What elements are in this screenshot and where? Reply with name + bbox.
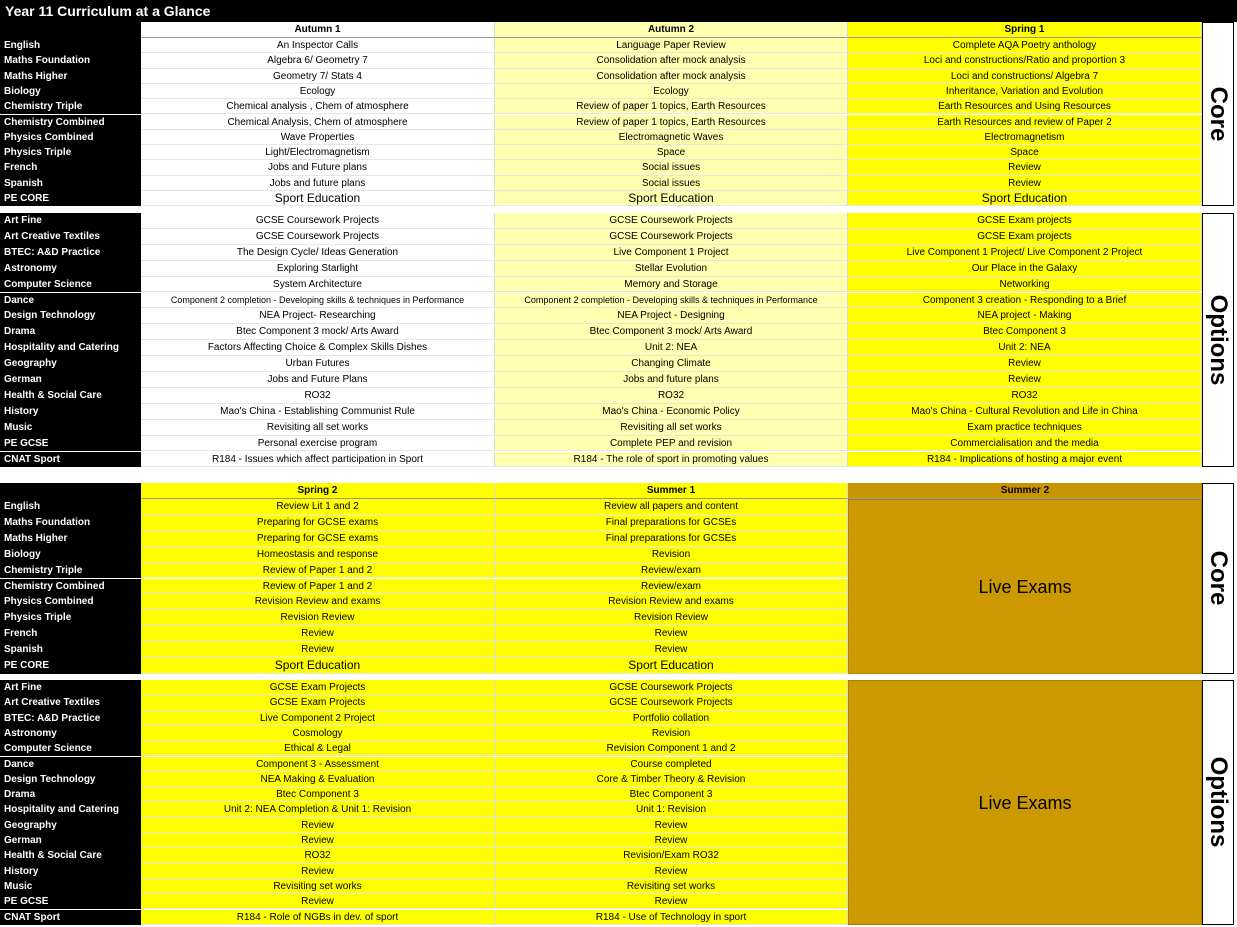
table-cell: Live Component 2 Project (141, 711, 495, 726)
subject-label: Hospitality and Catering (0, 340, 141, 356)
table-cell: Homeostasis and response (141, 547, 495, 563)
table-cell: RO32 (141, 388, 495, 404)
table-cell: GCSE Coursework Projects (495, 229, 848, 245)
subject-label: Geography (0, 356, 141, 372)
table-cell: Revision Component 1 and 2 (495, 741, 848, 756)
options-side-box (1202, 213, 1234, 467)
subject-label: French (0, 160, 141, 175)
subject-label: Spanish (0, 176, 141, 191)
table-cell: Complete AQA Poetry anthology (848, 38, 1202, 53)
table-cell: Complete PEP and revision (495, 436, 848, 452)
table-cell: Commercialisation and the media (848, 436, 1202, 452)
table-cell: Preparing for GCSE exams (141, 531, 495, 547)
table-cell: Sport Education (495, 658, 848, 674)
table-cell: Review/exam (495, 579, 848, 595)
subject-label: PE GCSE (0, 894, 141, 909)
table-cell: GCSE Coursework Projects (495, 213, 848, 229)
column-header: Autumn 2 (495, 22, 848, 38)
table-cell: Cosmology (141, 726, 495, 741)
table-cell: Consolidation after mock analysis (495, 53, 848, 68)
table-cell: Mao's China - Cultural Revolution and Life in China (848, 404, 1202, 420)
table-cell: Live Component 1 Project/ Live Component 2 Project (848, 245, 1202, 261)
table-cell: Component 3 - Assessment (141, 757, 495, 772)
table-cell: Component 3 creation - Responding to a Brief (848, 293, 1202, 309)
table-cell: An Inspector Calls (141, 38, 495, 53)
table-cell: Sport Education (141, 658, 495, 674)
column-header: Spring 2 (141, 483, 495, 499)
table-cell: Personal exercise program (141, 436, 495, 452)
table-cell: RO32 (141, 848, 495, 863)
table-cell: Revision Review and exams (141, 594, 495, 610)
table-cell: Jobs and future plans (495, 372, 848, 388)
table-cell: Core & Timber Theory & Revision (495, 772, 848, 787)
live-exams-block: Live Exams (848, 680, 1202, 925)
subject-label: Dance (0, 757, 141, 772)
subject-label: Maths Higher (0, 531, 141, 547)
table-cell: Revisiting all set works (495, 420, 848, 436)
column-header: Spring 1 (848, 22, 1202, 38)
table-cell: Jobs and Future Plans (141, 372, 495, 388)
table-cell: Revision (495, 726, 848, 741)
core-side-box (1202, 483, 1234, 674)
subject-label: Dance (0, 293, 141, 309)
header-spacer (0, 22, 141, 38)
table-cell: Revisiting set works (141, 879, 495, 894)
table-cell: Review (495, 818, 848, 833)
table-cell: Component 2 completion - Developing skills & techniques in Performance (141, 293, 495, 309)
table-cell: R184 - Role of NGBs in dev. of sport (141, 910, 495, 925)
table-cell: Review (141, 626, 495, 642)
table-cell: Wave Properties (141, 130, 495, 145)
table-cell: Chemical Analysis, Chem of atmosphere (141, 115, 495, 130)
table-cell: Social issues (495, 160, 848, 175)
subject-label: German (0, 833, 141, 848)
table-cell: Algebra 6/ Geometry 7 (141, 53, 495, 68)
table-cell: NEA Project - Designing (495, 308, 848, 324)
table-cell: Btec Component 3 (495, 787, 848, 802)
table-cell: Sport Education (141, 191, 495, 206)
subject-label: Geography (0, 818, 141, 833)
table-cell: GCSE Coursework Projects (495, 695, 848, 710)
subject-label: Chemistry Combined (0, 579, 141, 595)
subject-label: Art Creative Textiles (0, 229, 141, 245)
table-cell: Our Place in the Galaxy (848, 261, 1202, 277)
table-cell: Stellar Evolution (495, 261, 848, 277)
table-cell: Review (848, 176, 1202, 191)
table-cell: RO32 (495, 388, 848, 404)
subject-label: Health & Social Care (0, 848, 141, 863)
subject-label: Physics Combined (0, 130, 141, 145)
table-cell: Revisiting set works (495, 879, 848, 894)
table-cell: Ethical & Legal (141, 741, 495, 756)
subject-label: Chemistry Triple (0, 99, 141, 114)
subject-label: PE CORE (0, 191, 141, 206)
table-cell: Sport Education (848, 191, 1202, 206)
table-cell: Btec Component 3 (141, 787, 495, 802)
subject-label: Art Fine (0, 680, 141, 695)
table-cell: Earth Resources and Using Resources (848, 99, 1202, 114)
table-cell: Consolidation after mock analysis (495, 69, 848, 84)
subject-label: Chemistry Triple (0, 563, 141, 579)
table-cell: Revision Review (141, 610, 495, 626)
table-cell: Memory and Storage (495, 277, 848, 293)
top-core-section (0, 22, 1237, 208)
subject-label: CNAT Sport (0, 910, 141, 925)
table-cell: Geometry 7/ Stats 4 (141, 69, 495, 84)
table-cell: Review (848, 160, 1202, 175)
table-cell: Networking (848, 277, 1202, 293)
table-cell: Electromagnetic Waves (495, 130, 848, 145)
subject-label: Music (0, 420, 141, 436)
subject-label: Maths Foundation (0, 515, 141, 531)
subject-label: French (0, 626, 141, 642)
table-cell: NEA Making & Evaluation (141, 772, 495, 787)
table-cell: Space (495, 145, 848, 160)
table-cell: Jobs and future plans (141, 176, 495, 191)
page-title: Year 11 Curriculum at a Glance (0, 0, 1237, 22)
subject-label: Design Technology (0, 308, 141, 324)
table-cell: Review of paper 1 topics, Earth Resources (495, 115, 848, 130)
live-exams-block: Live Exams (848, 499, 1202, 674)
subject-label: PE GCSE (0, 436, 141, 452)
table-cell: Unit 1: Revision (495, 802, 848, 817)
subject-label: Art Fine (0, 213, 141, 229)
top-options-section (0, 213, 1237, 468)
subject-label: History (0, 404, 141, 420)
table-cell: Review of Paper 1 and 2 (141, 563, 495, 579)
table-cell: Chemical analysis , Chem of atmosphere (141, 99, 495, 114)
column-header: Autumn 1 (141, 22, 495, 38)
table-cell: RO32 (848, 388, 1202, 404)
table-cell: GCSE Exam projects (848, 229, 1202, 245)
table-cell: Review (141, 864, 495, 879)
table-cell: Factors Affecting Choice & Complex Skills Dishes (141, 340, 495, 356)
table-cell: Revision Review (495, 610, 848, 626)
table-cell: Loci and constructions/ Algebra 7 (848, 69, 1202, 84)
subject-label: BTEC: A&D Practice (0, 711, 141, 726)
core-side-label: Core (1205, 551, 1232, 606)
table-cell: Mao's China - Establishing Communist Rule (141, 404, 495, 420)
table-cell: NEA Project- Researching (141, 308, 495, 324)
table-cell: Portfolio collation (495, 711, 848, 726)
bottom-options-section (0, 680, 1237, 925)
table-cell: GCSE Exam projects (848, 213, 1202, 229)
table-cell: Unit 2: NEA (848, 340, 1202, 356)
subject-label: Astronomy (0, 261, 141, 277)
table-cell: Changing Climate (495, 356, 848, 372)
subject-label: Maths Foundation (0, 53, 141, 68)
column-header: Summer 2 (848, 483, 1202, 499)
table-cell: Ecology (495, 84, 848, 99)
table-cell: Revision Review and exams (495, 594, 848, 610)
core-side-label: Core (1205, 86, 1232, 142)
table-cell: Inheritance, Variation and Evolution (848, 84, 1202, 99)
subject-label: Physics Combined (0, 594, 141, 610)
table-cell: Sport Education (495, 191, 848, 206)
table-cell: Mao's China - Economic Policy (495, 404, 848, 420)
column-header: Summer 1 (495, 483, 848, 499)
options-side-box (1202, 680, 1234, 925)
subject-label: Chemistry Combined (0, 115, 141, 130)
table-cell: Social issues (495, 176, 848, 191)
table-cell: Review (141, 833, 495, 848)
table-cell: Review of paper 1 topics, Earth Resources (495, 99, 848, 114)
table-cell: Electromagnetism (848, 130, 1202, 145)
table-cell: Unit 2: NEA Completion & Unit 1: Revision (141, 802, 495, 817)
table-cell: Unit 2: NEA (495, 340, 848, 356)
subject-label: CNAT Sport (0, 452, 141, 468)
subject-label: German (0, 372, 141, 388)
table-cell: The Design Cycle/ Ideas Generation (141, 245, 495, 261)
table-cell: Btec Component 3 mock/ Arts Award (141, 324, 495, 340)
table-cell: Review (848, 372, 1202, 388)
table-cell: Review (495, 894, 848, 909)
subject-label: Physics Triple (0, 145, 141, 160)
subject-label: Design Technology (0, 772, 141, 787)
table-cell: Review (495, 833, 848, 848)
subject-label: Drama (0, 324, 141, 340)
table-cell: Exam practice techniques (848, 420, 1202, 436)
header-spacer (0, 483, 141, 499)
subject-label: Biology (0, 547, 141, 563)
table-cell: GCSE Coursework Projects (495, 680, 848, 695)
table-cell: Review (495, 642, 848, 658)
options-side-label: Options (1205, 294, 1232, 386)
subject-label: PE CORE (0, 658, 141, 674)
table-cell: Revision/Exam RO32 (495, 848, 848, 863)
table-cell: Light/Electromagnetism (141, 145, 495, 160)
table-cell: R184 - Use of Technology in sport (495, 910, 848, 925)
table-cell: Live Component 1 Project (495, 245, 848, 261)
table-cell: Component 2 completion - Developing skills & techniques in Performance (495, 293, 848, 309)
table-cell: R184 - Implications of hosting a major event (848, 452, 1202, 468)
subject-label: English (0, 499, 141, 515)
subject-label: English (0, 38, 141, 53)
table-cell: Review (141, 818, 495, 833)
table-cell: Review Lit 1 and 2 (141, 499, 495, 515)
table-cell: Btec Component 3 (848, 324, 1202, 340)
table-cell: Revision (495, 547, 848, 563)
table-cell: GCSE Coursework Projects (141, 229, 495, 245)
subject-label: Computer Science (0, 741, 141, 756)
table-cell: GCSE Exam Projects (141, 680, 495, 695)
table-cell: GCSE Exam Projects (141, 695, 495, 710)
table-cell: Review (848, 356, 1202, 372)
table-cell: Course completed (495, 757, 848, 772)
subject-label: Computer Science (0, 277, 141, 293)
table-cell: Review/exam (495, 563, 848, 579)
subject-label: History (0, 864, 141, 879)
subject-label: Astronomy (0, 726, 141, 741)
table-cell: Final preparations for GCSEs (495, 515, 848, 531)
table-cell: Preparing for GCSE exams (141, 515, 495, 531)
table-cell: Urban Futures (141, 356, 495, 372)
subject-label: Maths Higher (0, 69, 141, 84)
table-cell: Space (848, 145, 1202, 160)
subject-label: Drama (0, 787, 141, 802)
table-cell: Exploring Starlight (141, 261, 495, 277)
table-cell: Language Paper Review (495, 38, 848, 53)
table-cell: Final preparations for GCSEs (495, 531, 848, 547)
table-cell: Review (495, 626, 848, 642)
subject-label: Music (0, 879, 141, 894)
table-cell: Review all papers and content (495, 499, 848, 515)
options-side-label: Options (1205, 757, 1232, 848)
table-cell: R184 - The role of sport in promoting values (495, 452, 848, 468)
table-cell: Earth Resources and review of Paper 2 (848, 115, 1202, 130)
table-cell: Review of Paper 1 and 2 (141, 579, 495, 595)
core-side-box (1202, 22, 1234, 206)
subject-label: Spanish (0, 642, 141, 658)
table-cell: Jobs and Future plans (141, 160, 495, 175)
subject-label: Biology (0, 84, 141, 99)
table-cell: Loci and constructions/Ratio and proportion 3 (848, 53, 1202, 68)
table-cell: Ecology (141, 84, 495, 99)
table-cell: Review (141, 894, 495, 909)
subject-label: Health & Social Care (0, 388, 141, 404)
table-cell: Btec Component 3 mock/ Arts Award (495, 324, 848, 340)
table-cell: NEA project - Making (848, 308, 1202, 324)
table-cell: Review (495, 864, 848, 879)
table-cell: GCSE Coursework Projects (141, 213, 495, 229)
table-cell: Revisiting all set works (141, 420, 495, 436)
table-cell: R184 - Issues which affect participation in Sport (141, 452, 495, 468)
bottom-core-section (0, 483, 1237, 674)
subject-label: Hospitality and Catering (0, 802, 141, 817)
subject-label: Art Creative Textiles (0, 695, 141, 710)
subject-label: Physics Triple (0, 610, 141, 626)
subject-label: BTEC: A&D Practice (0, 245, 141, 261)
table-cell: System Architecture (141, 277, 495, 293)
table-cell: Review (141, 642, 495, 658)
